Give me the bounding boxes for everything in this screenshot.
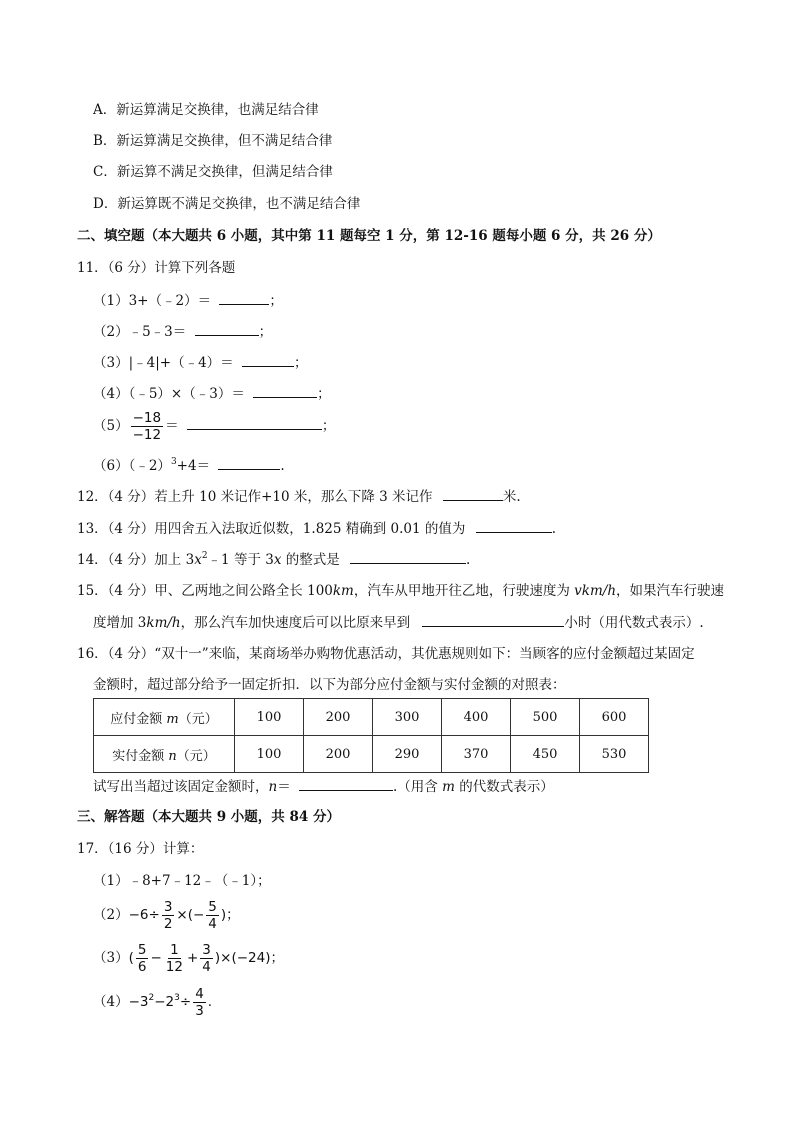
q17-p3-f1-den: 6 xyxy=(137,959,147,975)
q17-p2-label: （2） xyxy=(93,907,129,923)
q17-p3-f3-num: 3 xyxy=(202,942,211,958)
q16-after-eq: ＝ xyxy=(277,779,291,795)
q11-p6-exponent: 3 xyxy=(170,457,177,467)
q14-text-b: ﹣1 等于 3 xyxy=(207,552,274,568)
q11-p6-text-a: （6）（﹣2） xyxy=(93,458,171,474)
table-cell: 200 xyxy=(304,699,373,736)
q12 xyxy=(77,486,521,507)
table-cell: 300 xyxy=(373,699,442,736)
q15-l1-b: ，汽车从甲地开往乙地，行驶速度为 xyxy=(353,583,575,599)
option-a: A．新运算满足交换律，也满足结合律 xyxy=(93,102,319,118)
q17-p4-b: −2 xyxy=(154,994,175,1010)
q17-p3-f2-num: 1 xyxy=(170,942,179,958)
q17-p2-b: ×(− xyxy=(176,907,205,923)
q17-p2-f2-num: 5 xyxy=(208,899,217,915)
q15-l2-unit: km/h xyxy=(146,615,181,631)
q14-text-a: 14．（4 分）加上 3 xyxy=(77,552,195,568)
q17-p2-a: −6÷ xyxy=(128,907,160,923)
q15-line-1 xyxy=(77,581,724,601)
q17-part-4 xyxy=(93,982,212,1022)
q13 xyxy=(77,518,556,539)
q11-p2-semi: ； xyxy=(258,324,273,340)
table-cell: 450 xyxy=(511,736,580,773)
q11-part-5 xyxy=(93,410,335,443)
q13-text: 13．（4 分）用四舍五入法取近似数，1.825 精确到 0.01 的值为 xyxy=(77,521,466,537)
row1-var: m xyxy=(166,711,179,727)
q17-p2-f1-den: 2 xyxy=(163,916,173,932)
q11-p2-text: （2）﹣5﹣3＝ xyxy=(93,324,187,340)
q11-p6-blank xyxy=(218,455,280,470)
q16-after-a: 试写出当超过该固定金额时， xyxy=(93,779,269,795)
q11-p3-text: （3）|﹣4|+（﹣4）＝ xyxy=(93,355,234,371)
q17-p4-f-den: 3 xyxy=(195,1003,204,1019)
q17-p4-frac xyxy=(193,986,206,1019)
table-cell: 100 xyxy=(235,736,304,773)
q14-var-x1: x xyxy=(194,552,202,568)
q11-p1-semi: ； xyxy=(269,293,283,309)
q17-p4-exp-1: 2 xyxy=(148,993,155,1003)
row1-label-b: （元） xyxy=(178,711,218,727)
q15-l2-tail: 小时（用代数式表示）. xyxy=(564,615,704,631)
q11-part-6 xyxy=(93,455,285,476)
table-cell: 600 xyxy=(580,699,649,736)
q17-p3-label: （3） xyxy=(93,950,129,966)
q14-exponent: 2 xyxy=(201,551,208,561)
q15-l1-unit: km/h xyxy=(581,583,617,599)
q17-p4-label: （4） xyxy=(93,994,129,1010)
q16-line-2: 金额时，超过部分给予一固定折扣．以下为部分应付金额与实付金额的对照表： xyxy=(93,677,566,693)
q11-p1-text: （1）3+（﹣2）＝ xyxy=(93,293,212,309)
q16-after-n: n xyxy=(268,779,278,795)
q17-p3-frac-1 xyxy=(136,942,149,975)
q17-p2-f1-num: 3 xyxy=(163,899,173,915)
q14 xyxy=(77,549,470,570)
table-row-payable xyxy=(94,699,649,736)
q16-blank xyxy=(299,776,393,791)
q15-var-v: v xyxy=(574,583,582,599)
q16-after xyxy=(93,776,554,797)
q11-p5-eq: ＝ xyxy=(165,418,179,434)
option-b: B．新运算满足交换律，但不满足结合律 xyxy=(93,133,333,149)
q11-p6-period: . xyxy=(280,458,285,474)
q15-line-2 xyxy=(93,612,704,633)
option-c: C．新运算不满足交换律，但满足结合律 xyxy=(93,164,333,180)
q17-p4-c: ÷ xyxy=(179,994,192,1010)
table-cell: 400 xyxy=(442,699,511,736)
q17-p4-f-num: 4 xyxy=(195,986,204,1002)
table-cell: 100 xyxy=(235,699,304,736)
q11-part-4 xyxy=(93,383,331,404)
row2-label-b: （元） xyxy=(176,748,216,764)
row-header-payable xyxy=(94,699,235,736)
q17-p4-d: . xyxy=(207,994,213,1010)
q14-blank xyxy=(350,549,466,564)
q11-part-3 xyxy=(93,352,307,373)
q11-p2-blank xyxy=(195,321,259,336)
table-cell: 530 xyxy=(580,736,649,773)
q15-l1-c: ，如果汽车行驶速 xyxy=(616,583,725,599)
row2-var: n xyxy=(168,748,177,764)
q11-part-1 xyxy=(93,290,283,311)
q13-tail: . xyxy=(551,521,556,537)
q17-p2-frac-2 xyxy=(206,899,219,932)
q14-text-c: 的整式是 xyxy=(281,552,340,568)
q11-p1-blank xyxy=(219,290,269,305)
q17-p3-minus: − xyxy=(150,950,162,966)
table-cell: 370 xyxy=(442,736,511,773)
q17-p2-c: )； xyxy=(220,907,240,923)
table-row-actual xyxy=(94,736,649,773)
q17-part-3 xyxy=(93,938,284,978)
q17-p3-a: ( xyxy=(128,950,134,966)
q11-p5-numerator: −18 xyxy=(132,410,162,426)
table-cell: 290 xyxy=(373,736,442,773)
q17-p2-f2-den: 4 xyxy=(208,916,217,932)
q11-part-2 xyxy=(93,321,272,342)
table-cell: 500 xyxy=(511,699,580,736)
q17-p3-b: )×(−24)； xyxy=(214,950,284,966)
q17-p3-plus: + xyxy=(186,950,199,966)
table-cell: 200 xyxy=(304,736,373,773)
q11-p5-denominator: −12 xyxy=(132,427,162,443)
q17-p3-frac-2 xyxy=(164,942,185,975)
row-header-actual xyxy=(94,736,235,773)
row1-label-a: 应付金额 xyxy=(110,711,167,727)
q17-p3-f3-den: 4 xyxy=(202,959,211,975)
q15-l2-b: ，那么汽车加快速度后可以比原来早到 xyxy=(180,615,411,631)
q11-p5-fraction xyxy=(131,410,164,443)
q16-line-1: 16．（4 分）“双十一”来临，某商场举办购物优惠活动，其优惠规则如下：当顾客的应付金额超过某固定 xyxy=(77,646,695,662)
q14-var-x2: x xyxy=(273,552,282,568)
q13-blank xyxy=(476,518,552,533)
q17-p3-f1-num: 5 xyxy=(137,942,147,958)
q15-l2-a: 度增加 3 xyxy=(93,615,147,631)
q17-part-1: （1）﹣8+7﹣12﹣（﹣1）； xyxy=(93,873,271,889)
q17-stem: 17．（16 分）计算： xyxy=(77,841,204,857)
q11-p5-semi: ； xyxy=(321,418,336,434)
q11-p3-semi: ； xyxy=(293,355,308,371)
q16-after-c: 的代数式表示） xyxy=(454,779,554,795)
payment-table xyxy=(93,698,649,773)
q11-p4-text: （4）（﹣5）×（﹣3）＝ xyxy=(93,386,245,402)
q11-p3-blank xyxy=(242,352,294,367)
q11-p5-blank xyxy=(187,415,322,430)
q16-after-m: m xyxy=(442,779,455,795)
q12-blank xyxy=(443,486,503,501)
q17-p2-frac-1 xyxy=(162,899,175,932)
q17-part-2 xyxy=(93,895,240,935)
q16-after-b: .（用含 xyxy=(393,779,443,795)
option-d: D．新运算既不满足交换律，也不满足结合律 xyxy=(93,196,361,212)
q17-p4-exp-2: 3 xyxy=(174,993,180,1003)
q11-p6-text-b: +4＝ xyxy=(176,458,211,474)
row2-label-a: 实付金额 xyxy=(112,748,169,764)
q11-p4-semi: ； xyxy=(317,386,331,402)
q15-l1-a: 15．（4 分）甲、乙两地之间公路全长 100 xyxy=(77,583,333,599)
q11-p4-blank xyxy=(253,383,317,398)
section-2-title: 二、填空题（本大题共 6 小题，其中第 11 题每空 1 分，第 12-16 题每小题 6 分，共 26 分） xyxy=(77,228,661,244)
q12-tail: 米. xyxy=(502,489,521,505)
q17-p3-frac-3 xyxy=(200,942,213,975)
q11-stem: 11．（6 分）计算下列各题 xyxy=(77,260,236,276)
q17-p3-f2-den: 12 xyxy=(165,959,183,975)
section-3-title: 三、解答题（本大题共 9 小题，共 84 分） xyxy=(77,809,340,825)
q15-km: km xyxy=(332,583,354,599)
q11-p5-label: （5） xyxy=(93,418,129,434)
q17-p4-a: −3 xyxy=(128,994,149,1010)
q14-tail: . xyxy=(466,552,471,568)
q15-blank xyxy=(422,612,564,627)
q12-text: 12．（4 分）若上升 10 米记作+10 米，那么下降 3 米记作 xyxy=(77,489,433,505)
